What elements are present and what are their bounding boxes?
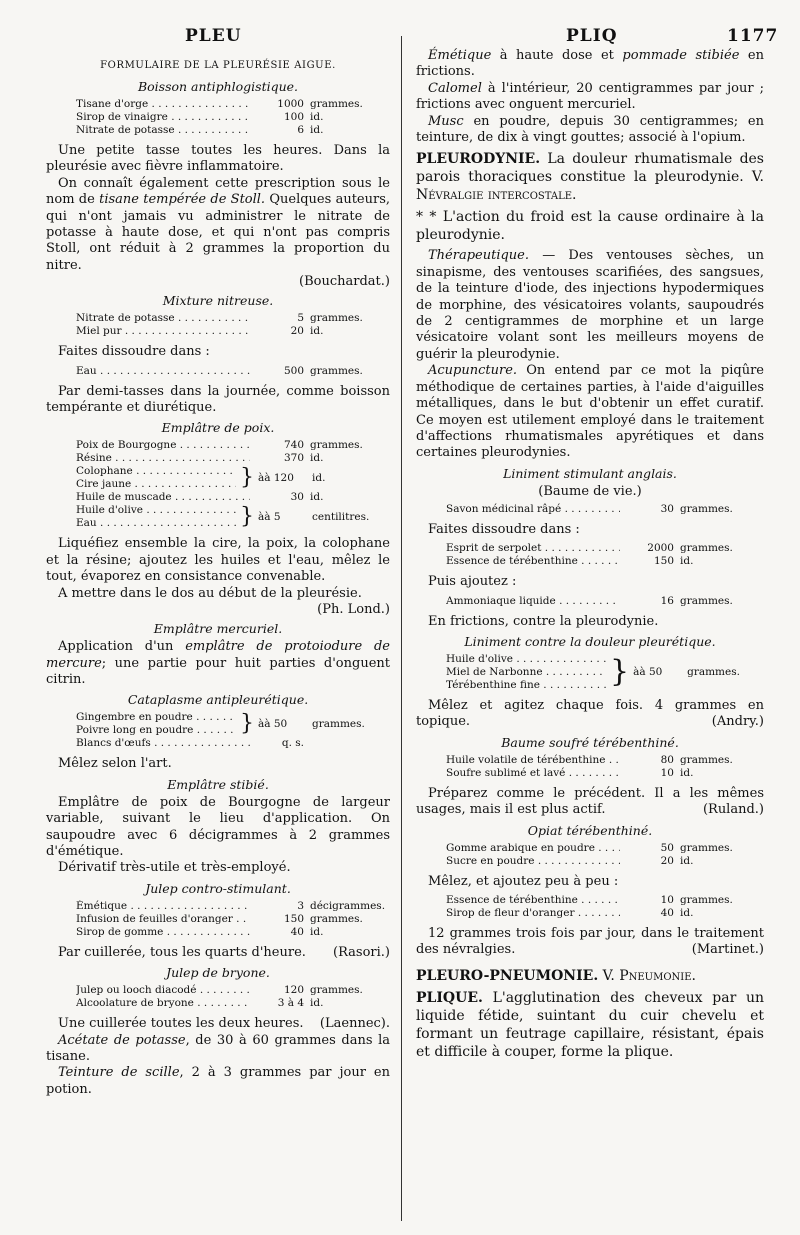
stibie-text2: Dérivatif très-utile et très-employé. xyxy=(58,860,291,876)
ingredient-name: Blancs d'œufs . . . xyxy=(76,737,250,750)
acetate-text xyxy=(46,1033,390,1066)
text-run: en poudre, depuis 30 centigrammes; en teinture, de dix à vingt gouttes; associé à l'opium. xyxy=(416,113,764,146)
cataplasme-recipe xyxy=(76,711,390,750)
ingredient-name: Sirop de vinaigre . . . xyxy=(76,111,250,124)
recipe-row xyxy=(76,997,390,1010)
ingredient-unit: grammes. xyxy=(312,717,365,730)
douleur-recipe xyxy=(446,653,764,692)
poix-recipe xyxy=(76,439,390,530)
opiat-recipe xyxy=(446,842,764,868)
ingredient-qty: q. s. xyxy=(281,737,304,750)
opiat-source: (Martinet.) xyxy=(691,942,764,958)
text-run: Par cuillerée, tous les quarts d'heure. xyxy=(58,944,306,960)
running-head-left: PLEU xyxy=(185,26,242,46)
liniment-text: En frictions, contre la pleurodynie. xyxy=(428,613,659,629)
ingredient-unit: grammes. xyxy=(310,312,363,325)
mercuriel-title: Emplâtre mercuriel. xyxy=(153,621,283,637)
ingredient-name: Nitrate de potasse . . . xyxy=(76,124,250,137)
brace: } xyxy=(240,504,254,530)
ingredient-unit: grammes. xyxy=(687,665,740,678)
ingredient-name: Huile de muscade . . . xyxy=(76,491,250,504)
bryone-recipe xyxy=(76,984,390,1010)
text-run: en frictions. xyxy=(416,48,764,80)
ingredient-name: Sirop de gomme . . . xyxy=(76,926,250,939)
group-names xyxy=(76,711,236,737)
ingredient-unit: centilitres. xyxy=(312,510,370,523)
ingredient-unit: id. xyxy=(310,452,324,465)
recipe-row xyxy=(446,503,764,516)
bryone-title: Julep de bryone. xyxy=(166,965,270,981)
pleuro-pneumonie-entry xyxy=(416,967,764,985)
brace: } xyxy=(240,711,254,737)
running-head-right: PLIQ xyxy=(566,26,618,46)
ingredient-name: Alcoolature de bryone . . . xyxy=(76,997,250,1010)
group-names xyxy=(446,653,606,692)
ingredient-unit: grammes. xyxy=(310,364,363,377)
italic-run: pommade stibiée xyxy=(622,48,740,63)
recipe-row xyxy=(76,365,390,378)
group-names xyxy=(76,465,236,491)
ingredient-name: Tisane d'orge . . . xyxy=(76,98,250,111)
ingredient-name: Térébenthine fine . . . xyxy=(446,679,606,692)
italic-run: Acupuncture. xyxy=(428,363,518,379)
ingredient-qty: 10 xyxy=(660,893,674,906)
ingredient-name: Julep ou looch diacodé . . . xyxy=(76,984,250,997)
ingredient-unit: id. xyxy=(680,766,694,779)
ingredient-unit: grammes. xyxy=(680,893,733,906)
ingredient-unit: grammes. xyxy=(310,984,363,997)
mixture-water xyxy=(76,365,390,378)
bryone-source: (Laennec). xyxy=(319,1016,390,1032)
poix-title: Emplâtre de poix. xyxy=(161,420,275,436)
douleur-source: (Andry.) xyxy=(711,714,764,730)
ingredient-unit: id. xyxy=(310,124,324,136)
pleurodynie-cause: * * L'action du froid est la cause ordinaire à la pleurodynie. xyxy=(416,209,764,244)
stibie-title: Emplâtre stibié. xyxy=(167,776,269,792)
julep-recipe xyxy=(76,900,390,939)
ingredient-name: Huile d'olive . . . xyxy=(76,504,236,517)
recipe-row xyxy=(446,907,764,920)
julep-source: (Rasori.) xyxy=(333,944,390,960)
recipe-row xyxy=(76,913,390,926)
baume-text xyxy=(416,786,764,819)
ingredient-name: Gingembre en poudre . . . xyxy=(76,711,236,724)
ingredient-unit: grammes. xyxy=(310,912,363,925)
mixture-dissolve: Faites dissoudre dans : xyxy=(58,344,210,360)
brace: } xyxy=(610,654,630,690)
boisson-title: Boisson antiphlogistique. xyxy=(137,79,299,94)
ingredient-qty: 40 xyxy=(660,906,674,919)
ingredient-name: Cire jaune . . . xyxy=(76,478,236,491)
julep-title: Julep contro-stimulant. xyxy=(145,880,291,896)
ingredient-unit: grammes. xyxy=(310,98,363,110)
ingredient-qty: 500 xyxy=(283,364,304,377)
ingredient-qty: 40 xyxy=(290,925,304,938)
ingredient-unit: id. xyxy=(680,906,694,919)
text-run: Mêlez et agitez chaque fois. 4 grammes en topique. xyxy=(416,697,764,730)
group-names xyxy=(76,504,236,530)
recipe-row xyxy=(446,767,764,780)
cataplasme-text: Mêlez selon l'art. xyxy=(58,756,172,772)
recipe-group xyxy=(76,711,390,737)
ingredient-unit xyxy=(304,737,310,750)
ingredient-qty: 30 xyxy=(660,502,674,515)
ingredient-unit: id. xyxy=(310,325,324,338)
ingredient-name: Infusion de feuilles d'oranger . . . xyxy=(76,913,250,926)
musc-text xyxy=(416,114,764,147)
ingredient-unit: grammes. xyxy=(680,502,733,515)
recipe-group xyxy=(76,504,390,530)
formulary-title: FORMULAIRE DE LA PLEURÉSIE AIGUE. xyxy=(100,60,336,71)
ingredient-name: Miel pur . . . xyxy=(76,325,250,338)
ingredient-qty: 10 xyxy=(660,766,674,779)
ingredient-qty: àà 5 xyxy=(258,510,281,523)
stoll-source: (Bouchardat.) xyxy=(299,274,390,290)
ingredient-qty: 370 xyxy=(283,452,304,465)
ingredient-qty: 2000 xyxy=(647,542,674,555)
recipe-row xyxy=(76,452,390,465)
entry-headword: PLEURO-PNEUMONIE. xyxy=(416,967,599,984)
boisson-recipe xyxy=(76,98,390,137)
poix-source: (Ph. Lond.) xyxy=(317,602,390,618)
ingredient-qty: 16 xyxy=(660,594,674,607)
ingredient-qty: 3 xyxy=(297,899,304,912)
ingredient-qty: 150 xyxy=(283,912,304,925)
text-run: 12 grammes trois fois par jour, dans le traitement des névralgies. xyxy=(416,925,764,958)
recipe-row xyxy=(76,926,390,939)
baume-source: (Ruland.) xyxy=(702,802,764,818)
liniment-ammo xyxy=(446,595,764,608)
recipe-row xyxy=(446,542,764,555)
ingredient-qty: àà 120 xyxy=(258,471,294,484)
mixture-text: Par demi-tasses dans la journée, comme boisson tempérante et diurétique. xyxy=(46,383,390,416)
recipe-row xyxy=(76,124,390,137)
recipe-row xyxy=(446,894,764,907)
ingredient-unit: grammes. xyxy=(680,542,733,555)
cataplasme-title: Cataplasme antipleurétique. xyxy=(127,692,309,708)
italic-run: Émétique xyxy=(428,48,492,63)
italic-run: emplâtre de protoiodure de mercure xyxy=(46,639,391,671)
right-column xyxy=(416,48,764,1061)
ingredient-qty: 740 xyxy=(283,439,304,452)
ingredient-name: Nitrate de potasse . . . xyxy=(76,312,250,325)
ingredient-qty: 6 xyxy=(297,124,304,136)
ingredient-qty: 1000 xyxy=(277,98,304,110)
recipe-row xyxy=(76,491,390,504)
page-number: 1177 xyxy=(727,26,779,46)
recipe-row xyxy=(76,325,390,338)
mercuriel-text xyxy=(46,639,390,688)
ingredient-name: Soufre sublimé et lavé . . . xyxy=(446,767,620,780)
ingredient-unit: id. xyxy=(310,111,324,123)
text-run: Application d'un xyxy=(58,639,186,655)
text-run: Une cuillerée toutes les deux heures. xyxy=(58,1016,304,1032)
text-run: à haute dose et xyxy=(491,48,623,63)
ingredient-unit: grammes. xyxy=(680,841,733,854)
recipe-row xyxy=(76,111,390,124)
calomel-text xyxy=(416,81,764,114)
recipe-row xyxy=(76,984,390,997)
ingredient-unit: grammes. xyxy=(310,439,363,452)
text-run: La douleur rhumatismale des parois thoraciques constitue la pleurodynie. V. xyxy=(416,151,764,186)
italic-run: tisane tempérée de Stoll. xyxy=(99,192,266,208)
text-run: à l'intérieur, 20 centigrammes par jour ; frictions avec onguent mercuriel. xyxy=(416,80,764,113)
ingredient-qty: 20 xyxy=(290,325,304,338)
text-run: ; une partie pour huit parties d'onguent citrin. xyxy=(46,655,390,687)
recipe-row xyxy=(446,842,764,855)
ingredient-unit: grammes. xyxy=(680,594,733,607)
liniment-dissolve: Faites dissoudre dans : xyxy=(428,521,580,537)
text-run: — Des ventouses sèches, un sinapisme, des ventouses scarifiées, des sangsues, de la teinture d'iode, des injections hypodermiques de morphine, des vésicatoires volants, saupoudrés de 2 centigrammes de morphine et un large vésicatoire volant sont les meilleurs moyens de guérir la pleurodynie. xyxy=(416,248,764,362)
ingredient-name: Poivre long en poudre . . . xyxy=(76,724,236,737)
ingredient-name: Émétique . . . xyxy=(76,900,250,913)
recipe-row xyxy=(76,439,390,452)
bryone-text xyxy=(46,1016,390,1032)
ingredient-qty: 120 xyxy=(283,984,304,997)
liniment-add: Puis ajoutez : xyxy=(428,574,517,590)
cross-reference: V. Pneumonie. xyxy=(598,967,697,984)
text-run: On entend par ce mot la piqûre méthodique de certaines parties, à l'aide d'aiguilles métalliques, dans le but d'obtenir un effet curatif. Ce moyen est utilement employé dans le traitement d'affections rhumatismales apyrétiques et dans certaines pleurodynies. xyxy=(416,363,764,461)
text-run: L'agglutination des cheveux par un liquide fétide, suintant du cuir chevelu et formant un feutrage capillaire, résistant, épais et difficile à couper, forme la plique. xyxy=(416,989,764,1060)
ingredient-qty: 30 xyxy=(290,491,304,504)
ingredient-name: Esprit de serpolet . . . xyxy=(446,542,620,555)
text-run: , de 30 à 60 grammes dans la tisane. xyxy=(46,1032,390,1064)
scille-text xyxy=(46,1065,390,1098)
italic-run: Musc xyxy=(428,113,464,129)
ingredient-qty: 50 xyxy=(660,841,674,854)
text-run: Quelques auteurs, qui n'ont jamais vu administrer le nitrate de potasse à haute dose, et qui n'ont pas compris Stoll, ont réduit à 2 grammes la proportion du nitre. xyxy=(46,192,391,273)
text-run: , 2 à 3 grammes par jour en potion. xyxy=(46,1065,390,1097)
ingredient-name: Gomme arabique en poudre . . . xyxy=(446,842,620,855)
ingredient-name: Sucre en poudre . . . xyxy=(446,855,620,868)
cross-reference: Névralgie intercostale. xyxy=(416,187,577,204)
opiat-add: Mêlez, et ajoutez peu à peu : xyxy=(428,873,619,889)
ingredient-unit: id. xyxy=(310,491,324,504)
ingredient-name: Eau . . . xyxy=(76,365,250,378)
ingredient-qty: àà 50 xyxy=(633,665,663,678)
entry-headword: PLIQUE. xyxy=(416,989,483,1006)
ingredient-name: Poix de Bourgogne . . . xyxy=(76,439,250,452)
poix-text: Liquéfiez ensemble la cire, la poix, la colophane et la résine; ajoutez les huiles et l'eau, mêlez le tout, évaporez en consistance convenable. xyxy=(46,536,390,585)
mixture-recipe xyxy=(76,312,390,338)
boisson-text: Une petite tasse toutes les heures. Dans la pleurésie avec fièvre inflammatoire. xyxy=(46,143,390,175)
stoll-paragraph xyxy=(46,176,390,274)
opiat-title: Opiat térébenthiné. xyxy=(527,822,653,838)
liniment-subtitle: (Baume de vie.) xyxy=(538,483,642,499)
ingredient-name: Huile volatile de térébenthine . . . xyxy=(446,754,620,767)
recipe-row xyxy=(76,737,390,750)
ingredient-unit: grammes. xyxy=(680,753,733,766)
text-run: Préparez comme le précédent. Il a les mêmes usages, mais il est plus actif. xyxy=(416,785,764,818)
entry-headword: PLEURODYNIE. xyxy=(416,151,541,168)
opiat-recipe-2 xyxy=(446,894,764,920)
mixture-title: Mixture nitreuse. xyxy=(162,293,274,309)
acupuncture-text xyxy=(416,363,764,461)
ingredient-name: Colophane . . . xyxy=(76,465,236,478)
ingredient-qty: 3 à 4 xyxy=(277,997,304,1010)
liniment-title: Liniment stimulant anglais. xyxy=(503,465,677,481)
brace: } xyxy=(240,465,254,491)
pleurodynie-entry xyxy=(416,150,764,204)
douleur-text xyxy=(416,698,764,731)
ingredient-name: Huile d'olive . . . xyxy=(446,653,606,666)
ingredient-qty: àà 50 xyxy=(258,717,288,730)
ingredient-unit: id. xyxy=(310,925,324,938)
recipe-row xyxy=(76,98,390,111)
ingredient-name: Miel de Narbonne . . . xyxy=(446,666,606,679)
column-divider xyxy=(401,36,402,1221)
italic-run: Acétate de potasse xyxy=(58,1032,186,1048)
recipe-row xyxy=(446,555,764,568)
ingredient-unit: décigrammes. xyxy=(310,899,386,912)
recipe-row xyxy=(76,900,390,913)
recipe-row xyxy=(446,855,764,868)
ingredient-unit: id. xyxy=(680,555,694,568)
ingredient-unit: id. xyxy=(310,997,324,1010)
italic-run: Thérapeutique. xyxy=(428,248,529,264)
italic-run: Teinture de scille xyxy=(58,1065,180,1081)
stibie-text: Emplâtre de poix de Bourgogne de largeur variable, suivant le lieu d'application. On saupoudre avec 6 décigrammes à 2 grammes d'émétique. xyxy=(46,794,390,859)
left-column xyxy=(46,48,390,1098)
recipe-row xyxy=(446,595,764,608)
ingredient-qty: 150 xyxy=(653,555,674,568)
ingredient-name: Eau . . . xyxy=(76,517,236,530)
ingredient-unit: id. xyxy=(312,471,326,484)
julep-text xyxy=(46,945,390,961)
ingredient-name: Savon médicinal râpé . . . xyxy=(446,503,620,516)
poix-text2: A mettre dans le dos au début de la pleurésie. xyxy=(58,585,362,601)
recipe-group xyxy=(76,465,390,491)
ingredient-qty: 5 xyxy=(297,312,304,325)
ingredient-qty: 100 xyxy=(283,111,304,123)
ingredient-qty: 20 xyxy=(660,854,674,867)
emetique-text xyxy=(416,48,764,81)
text-run: On connaît également cette prescription sous le nom de xyxy=(46,175,390,208)
recipe-row xyxy=(446,754,764,767)
liniment-savon xyxy=(446,503,764,516)
opiat-text xyxy=(416,926,764,959)
recipe-row xyxy=(76,312,390,325)
ingredient-unit: id. xyxy=(680,854,694,867)
baume-recipe xyxy=(446,754,764,780)
ingredient-name: Sirop de fleur d'oranger . . . xyxy=(446,907,620,920)
therapeutique-text xyxy=(416,248,764,363)
douleur-title: Liniment contre la douleur pleurétique. xyxy=(464,633,716,649)
ingredient-qty: 80 xyxy=(660,753,674,766)
plique-entry xyxy=(416,989,764,1061)
italic-run: Calomel xyxy=(428,80,482,96)
baume-title: Baume soufré térébenthiné. xyxy=(501,734,679,750)
ingredient-name: Essence de térébenthine . . . xyxy=(446,894,620,907)
ingredient-name: Résine . . . xyxy=(76,452,250,465)
ingredient-name: Ammoniaque liquide . . . xyxy=(446,595,620,608)
recipe-group xyxy=(446,653,764,692)
ingredient-name: Essence de térébenthine . . . xyxy=(446,555,620,568)
liniment-recipe xyxy=(446,542,764,568)
